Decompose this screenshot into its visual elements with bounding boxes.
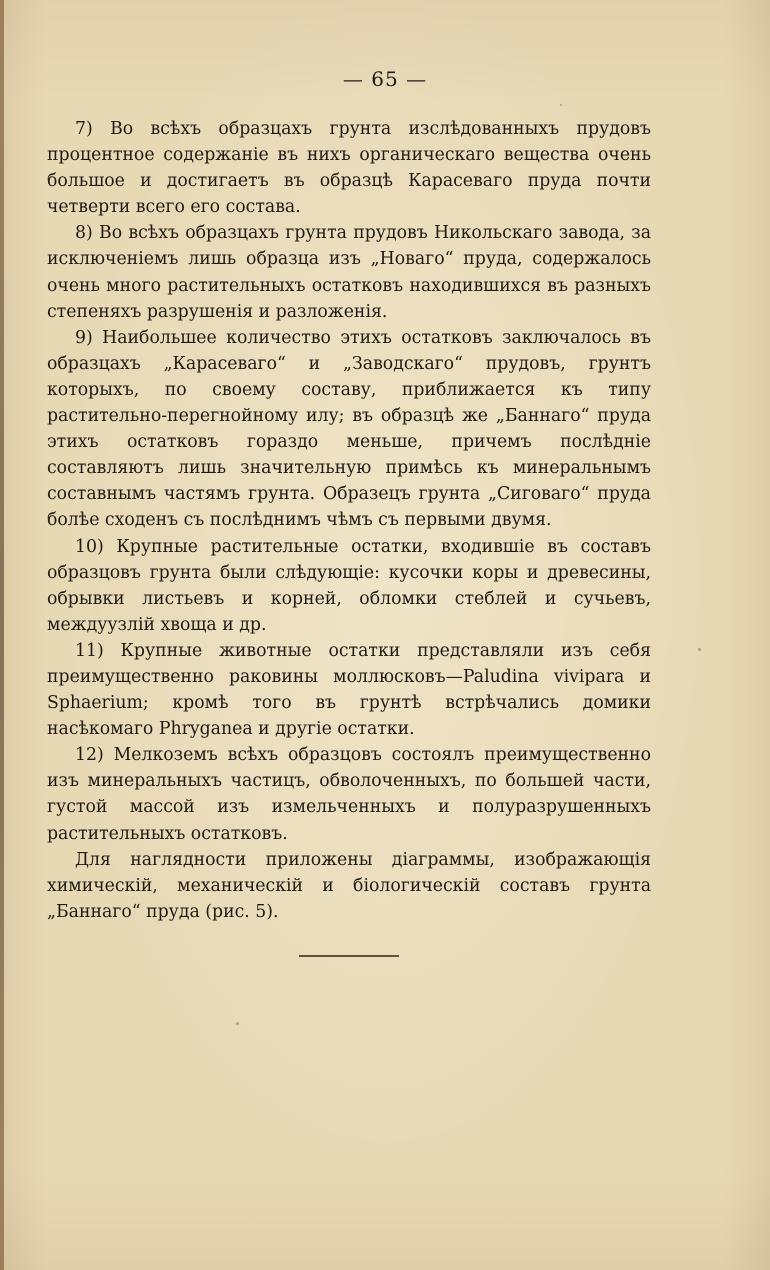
paragraph-10: 10) Крупные растительные остатки, входившіе въ составъ образцовъ грунта были слѣдующіе: кусочки коры и древесины, обрывки листьевъ и корней, обломки стеблей и сучьевъ, междуузлій хвоща и др. [47, 536, 651, 635]
section-end-rule [299, 955, 399, 957]
paper-speck [236, 1022, 239, 1025]
paragraph-11: 11) Крупные животные остатки представляли изъ себя преимущественно раковины моллюсковъ—Paludina vivipara и Sphaerium; кромѣ того въ грунтѣ встрѣчались домики насѣкомаго Phryganea и другіе остатки. [47, 640, 651, 740]
paragraph-12: 12) Мелкоземъ всѣхъ образцовъ состоялъ преимущественно изъ минеральныхъ частицъ, обволоченныхъ, по большей части, густой массой изъ измельченныхъ и полуразрушенныхъ растительныхъ остатковъ. [47, 745, 651, 844]
paragraph-9: 9) Наибольшее количество этихъ остатковъ заключалось въ образцахъ „Карасеваго“ и „Заводскаго“ прудовъ, грунтъ которыхъ, по своему составу, приближается къ типу растительно-перегнойному илу; въ образцѣ же „Баннаго“ пруда этихъ остатковъ гораздо меньше, причемъ послѣдніе составляютъ лишь значительную примѣсь къ минеральнымъ составнымъ частямъ грунта. Образецъ грунта „Сиговаго“ пруда болѣе сходенъ съ послѣднимъ чѣмъ съ первыми двумя. [47, 327, 651, 531]
binding-edge [0, 0, 4, 1270]
paragraph-8: 8) Во всѣхъ образцахъ грунта прудовъ Никольскаго завода, за исключеніемъ лишь образца изъ „Новаго“ пруда, содержалось очень много растительныхъ остатковъ находившихся въ разныхъ степеняхъ разрушенія и разложенія. [47, 223, 651, 322]
paper-speck [698, 648, 701, 651]
paragraph-7: 7) Во всѣхъ образцахъ грунта изслѣдованныхъ прудовъ процентное содержаніе въ нихъ органическаго вещества очень большое и достигаетъ въ образцѣ Карасеваго пруда почти четверти всего его состава. [47, 119, 651, 218]
paragraph-conclusion: Для наглядности приложены діаграммы, изображающія химическій, механическій и біологическій составъ грунта „Баннаго“ пруда (рис. 5). [47, 849, 651, 922]
page-number: — 65 — [342, 67, 428, 91]
body-text [47, 116, 651, 925]
paper-speck [560, 104, 562, 106]
